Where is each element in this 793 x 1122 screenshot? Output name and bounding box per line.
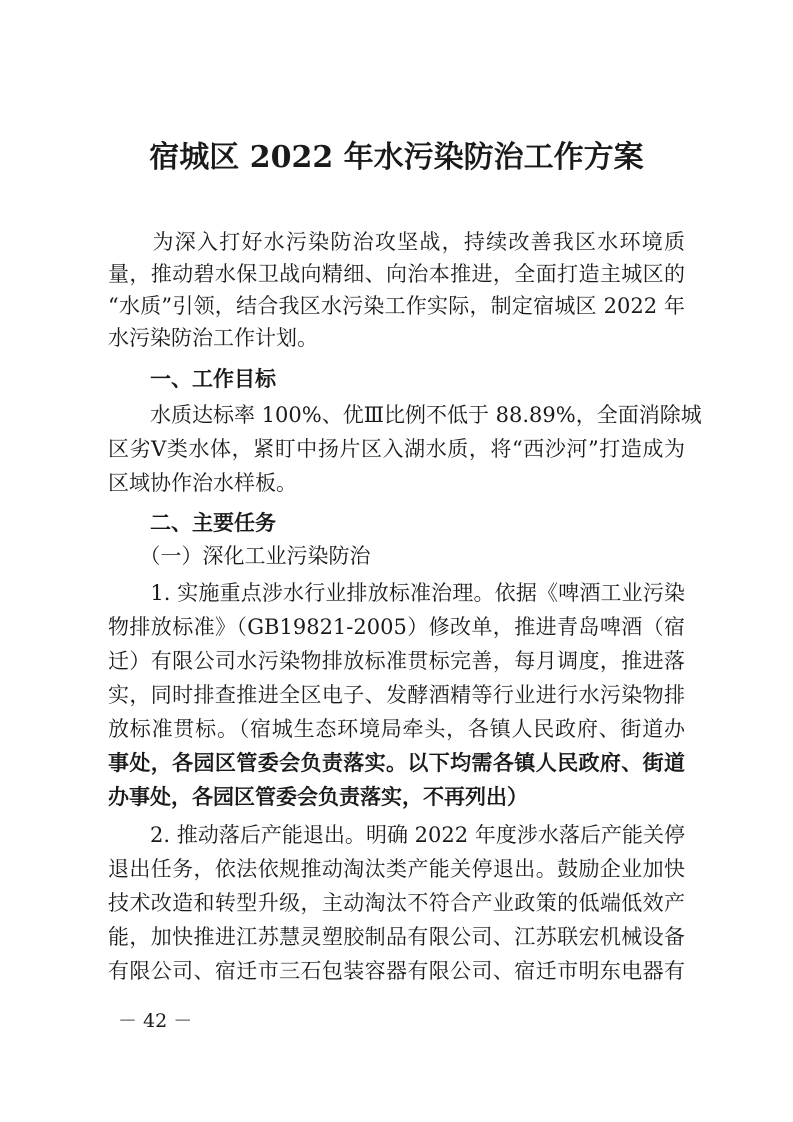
paragraph-line: 技术改造和转型升级，主动淘汰不符合产业政策的低端低效产 bbox=[108, 891, 685, 915]
subsection-heading: （一）深化工业污染防治 bbox=[108, 544, 371, 568]
paragraph-line: 1. 实施重点涉水行业排放标准治理。依据《啤酒工业污染 bbox=[108, 581, 685, 605]
paragraph-line: 2. 推动落后产能退出。明确 2022 年度涉水落后产能关停 bbox=[108, 823, 685, 847]
page-number: － 42 － bbox=[118, 1010, 193, 1032]
paragraph-line: 退出任务，依法依规推动淘汰类产能关停退出。鼓励企业加快 bbox=[108, 857, 685, 881]
paragraph-line: 事处，各园区管委会负责落实。以下均需各镇人民政府、街道 bbox=[108, 750, 685, 775]
document-title: 宿城区 2022 年水污染防治工作方案 bbox=[149, 140, 644, 175]
paragraph-line: 放标准贯标。（宿城生态环境局牵头，各镇人民政府、街道办 bbox=[108, 717, 685, 741]
section-heading: 二、主要任务 bbox=[108, 511, 276, 535]
paragraph-line: 区域协作治水样板。 bbox=[108, 471, 297, 495]
paragraph-line: 量，推动碧水保卫战向精细、向治本推进，全面打造主城区的 bbox=[108, 262, 685, 286]
section-heading: 一、工作目标 bbox=[108, 367, 276, 391]
paragraph-line: 水质达标率 100%、优Ⅲ比例不低于 88.89%，全面消除城 bbox=[108, 403, 702, 427]
paragraph-line: 物排放标准》（GB19821-2005）修改单，推进青岛啤酒（宿 bbox=[108, 615, 685, 639]
paragraph-line: “水质”引领，结合我区水污染工作实际，制定宿城区 2022 年 bbox=[108, 294, 685, 318]
paragraph-line: 水污染防治工作计划。 bbox=[108, 326, 318, 350]
paragraph-line: 有限公司、宿迁市三石包装容器有限公司、宿迁市明东电器有 bbox=[108, 959, 685, 983]
paragraph-line: 能，加快推进江苏慧灵塑胶制品有限公司、江苏联宏机械设备 bbox=[108, 925, 685, 949]
paragraph-line: 实，同时排查推进全区电子、发酵酒精等行业进行水污染物排 bbox=[108, 683, 685, 707]
paragraph-line: 迁）有限公司水污染物排放标准贯标完善，每月调度，推进落 bbox=[108, 649, 685, 673]
paragraph-line: 办事处，各园区管委会负责落实，不再列出） bbox=[108, 784, 528, 809]
paragraph-line: 为深入打好水污染防治攻坚战，持续改善我区水环境质 bbox=[108, 230, 685, 254]
paragraph-line: 区劣Ⅴ类水体，紧盯中扬片区入湖水质，将“西沙河”打造成为 bbox=[108, 437, 685, 461]
